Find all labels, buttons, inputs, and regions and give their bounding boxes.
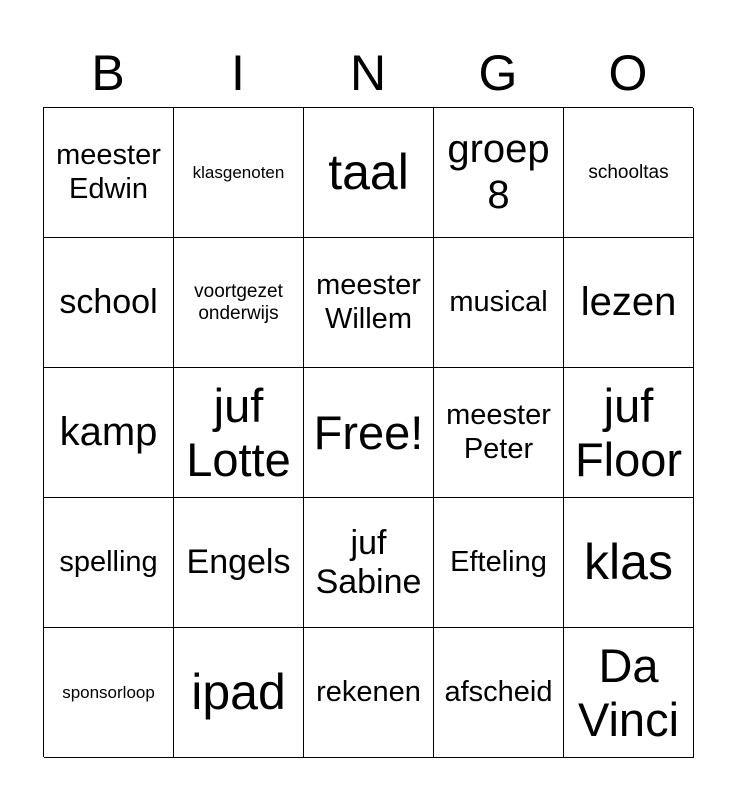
bingo-cell[interactable] <box>434 238 564 368</box>
bingo-cell[interactable] <box>434 498 564 628</box>
cell-text: Da Vinci <box>577 638 680 746</box>
cell-text: juf Floor <box>574 378 683 486</box>
cell-text: ipad <box>191 664 286 720</box>
header-letter-g: G <box>478 45 518 101</box>
cell-text: school <box>59 283 158 322</box>
bingo-cell[interactable] <box>304 628 434 758</box>
bingo-free-cell[interactable] <box>304 368 434 498</box>
header-letter-n: N <box>349 45 387 101</box>
bingo-cell[interactable] <box>304 238 434 368</box>
cell-text: Engels <box>186 543 291 582</box>
bingo-cell[interactable] <box>174 238 304 368</box>
cell-text: schooltas <box>588 161 669 183</box>
cell-text: spelling <box>59 545 158 578</box>
bingo-card-grid <box>43 107 693 757</box>
cell-text: juf Sabine <box>315 523 422 601</box>
cell-text: juf Lotte <box>186 378 291 486</box>
header-letter-i: I <box>231 45 245 101</box>
bingo-cell[interactable] <box>174 108 304 238</box>
bingo-cell[interactable] <box>564 238 694 368</box>
header-letter-b: B <box>91 45 125 101</box>
cell-text: meester Peter <box>446 399 551 465</box>
cell-text: meester Willem <box>316 269 421 335</box>
cell-text: afscheid <box>444 675 553 708</box>
cell-text: voortgezet onderwijs <box>194 280 283 324</box>
bingo-cell[interactable] <box>44 498 174 628</box>
cell-text: groep 8 <box>447 126 550 217</box>
bingo-cell[interactable] <box>44 108 174 238</box>
cell-text: taal <box>328 144 409 200</box>
bingo-cell[interactable] <box>304 108 434 238</box>
bingo-cell[interactable] <box>304 498 434 628</box>
bingo-cell[interactable] <box>434 628 564 758</box>
bingo-cell[interactable] <box>174 628 304 758</box>
bingo-cell[interactable] <box>44 368 174 498</box>
bingo-cell[interactable] <box>174 498 304 628</box>
cell-text: klas <box>584 534 673 590</box>
bingo-cell[interactable] <box>564 108 694 238</box>
bingo-cell[interactable] <box>564 628 694 758</box>
cell-text: musical <box>449 285 548 318</box>
bingo-cell[interactable] <box>564 368 694 498</box>
bingo-cell[interactable] <box>174 368 304 498</box>
cell-text: lezen <box>580 279 677 324</box>
bingo-cell[interactable] <box>434 108 564 238</box>
bingo-cell[interactable] <box>44 628 174 758</box>
cell-text: Efteling <box>450 545 547 578</box>
bingo-header <box>43 38 693 108</box>
bingo-cell[interactable] <box>44 238 174 368</box>
cell-text: Free! <box>313 405 424 459</box>
cell-text: rekenen <box>316 675 421 708</box>
cell-text: sponsorloop <box>62 682 155 702</box>
cell-text: kamp <box>59 409 158 454</box>
bingo-cell[interactable] <box>564 498 694 628</box>
cell-text: klasgenoten <box>192 162 285 182</box>
bingo-cell[interactable] <box>434 368 564 498</box>
header-letter-o: O <box>608 45 648 101</box>
cell-text: meester Edwin <box>56 139 161 205</box>
